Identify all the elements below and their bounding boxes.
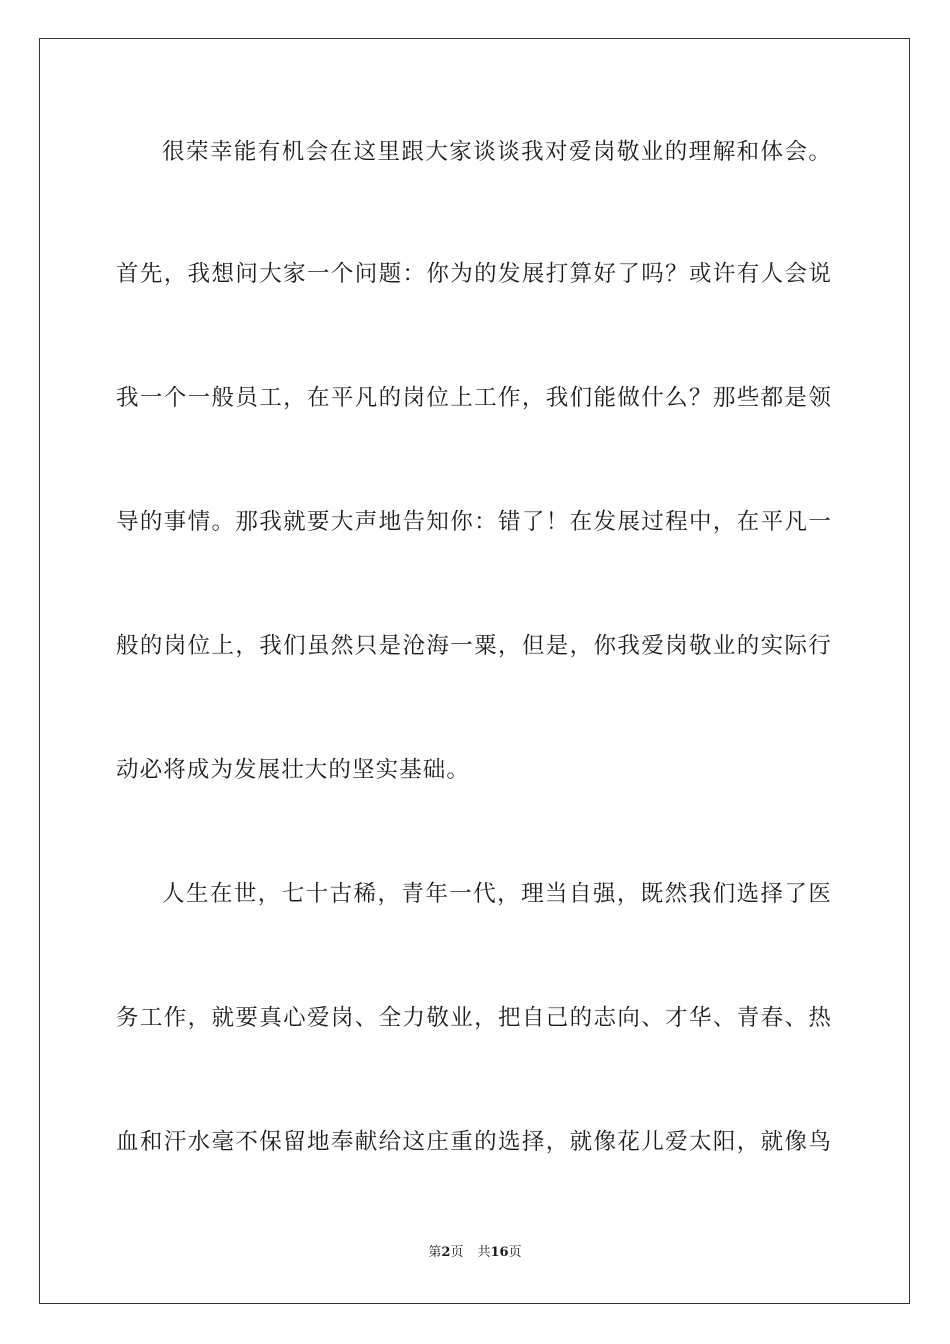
total-suffix: 页 [508, 1245, 522, 1260]
page-footer [0, 1244, 950, 1262]
total-pages: 16 [490, 1245, 509, 1260]
paragraph-line: 导的事情。那我就要大声地告知你：错了！在发展过程中，在平凡一 [116, 509, 832, 535]
page-number: 2 [441, 1245, 451, 1260]
page-prefix: 第 [428, 1245, 442, 1260]
page-border [39, 38, 910, 1304]
paragraph-line: 首先，我想问大家一个问题：你为的发展打算好了吗？或许有人会说 [116, 261, 832, 287]
total-prefix: 共 [477, 1245, 491, 1260]
paragraph-line: 动必将成为发展壮大的坚实基础。 [116, 757, 471, 783]
paragraph-line: 务工作，就要真心爱岗、全力敬业，把自己的志向、才华、青春、热 [116, 1005, 832, 1031]
paragraph-line: 很荣幸能有机会在这里跟大家谈谈我对爱岗敬业的理解和体会。 [162, 139, 832, 165]
paragraph-line: 我一个一般员工，在平凡的岗位上工作，我们能做什么？那些都是领 [116, 385, 832, 411]
paragraph-line: 般的岗位上，我们虽然只是沧海一粟，但是，你我爱岗敬业的实际行 [116, 633, 832, 659]
paragraph-line: 人生在世，七十古稀，青年一代，理当自强，既然我们选择了医 [162, 881, 832, 907]
paragraph-line: 血和汗水毫不保留地奉献给这庄重的选择，就像花儿爱太阳，就像鸟 [116, 1129, 832, 1155]
page-suffix: 页 [450, 1245, 464, 1260]
